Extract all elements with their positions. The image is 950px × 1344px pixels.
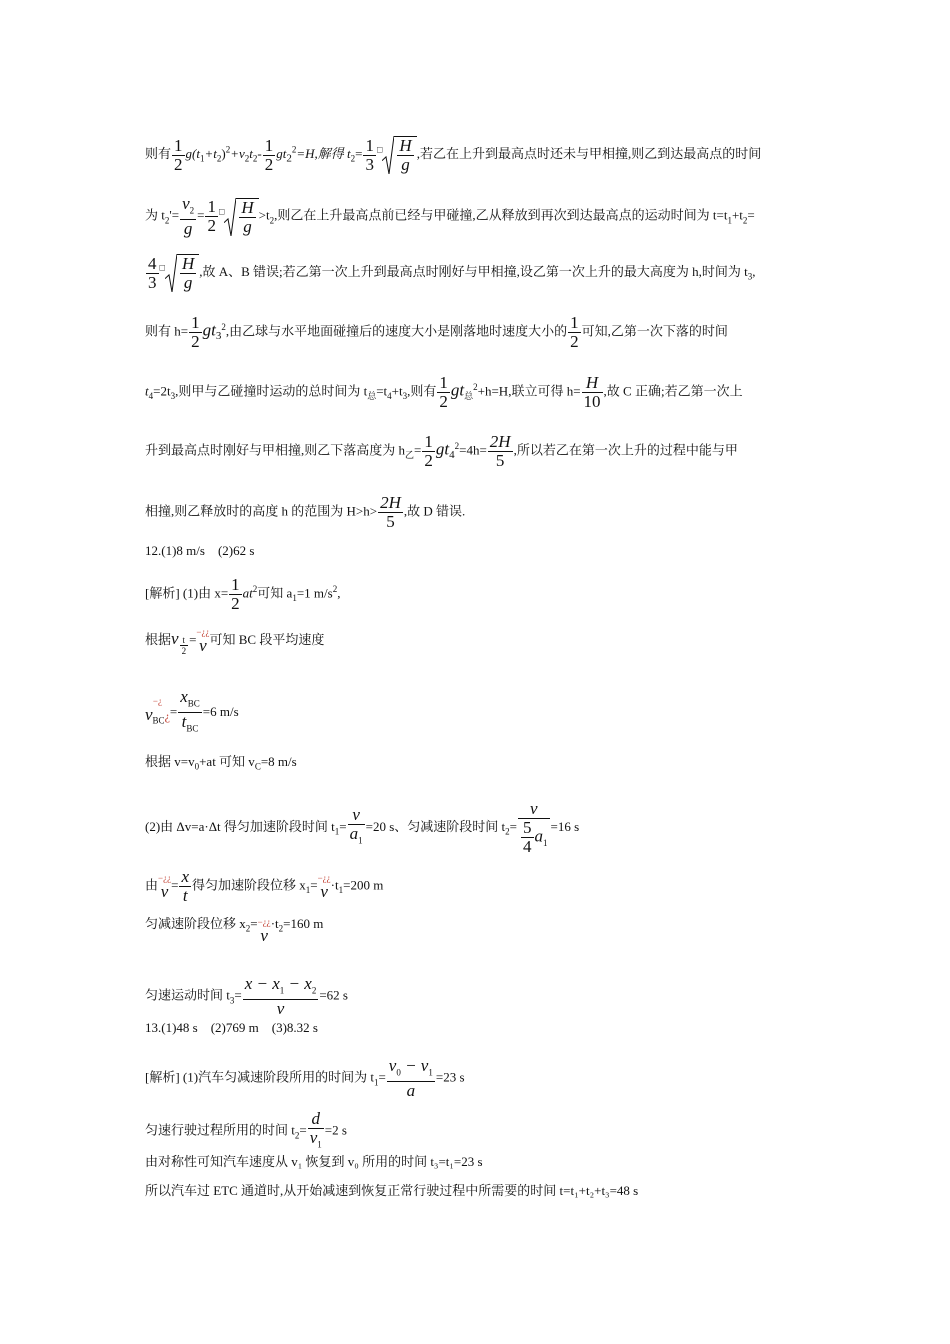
- fraction-half: $\frac{1}{2}$: [174, 135, 183, 174]
- solution-12-line-1: [解析] (1)由 x= $\frac{1}{2}$ $at^2$可知 $a_1=1$ $m/s^2$,: [145, 575, 341, 613]
- answer-12: 12.(1)8 m/s (2)62 s: [145, 543, 255, 558]
- fraction-half: $\frac{1}{2}$: [191, 313, 200, 351]
- fraction-four-thirds: $\frac{4}{3}$: [148, 253, 157, 292]
- solution-12-line-2: 根据v $\frac{t}{2}$ = −¿¿ v 可知 BC 段平均速度: [145, 627, 325, 656]
- sqrt-h-over-g: $\frac{H}{g}$: [224, 198, 258, 236]
- solution-12-line-8: 匀速运动时间 $t_3=$ $\frac{x - x_1 - x_2}{v}$ =62 s: [145, 974, 348, 1019]
- solution-12-line-4: 根据 $v=v_0+at$ 可知 $v_C=8$ m/s: [145, 754, 297, 772]
- line-5: $t_4=2t_3$,则甲与乙碰撞时运动的总时间为 $t_总=t_4+t_3$,则有 $\frac{1}{2}$ $gt_总^2+h=H$,联立可得 h= $\frac{H}{10}$ ,故 C 正确;若乙第一次上: [145, 373, 743, 411]
- fraction-half: $\frac{1}{2}$: [570, 313, 579, 351]
- fraction-2h-over-5: $\frac{2H}{5}$: [489, 432, 511, 470]
- line-7: 相撞,则乙释放时的高度 h 的范围为 H>h> $\frac{2H}{5}$ ,故 D 错误.: [145, 493, 466, 531]
- solution-12-line-5: (2)由 Δv=a·Δt 得匀加速阶段时间 $t_1=$ $\frac{v}{a_1}$ =20 s、匀减速阶段时间 $t_2=$ v $\frac{5}{4}$ $a_1$ =16 s: [145, 799, 580, 856]
- fraction-x-over-t: $\frac{x}{t}$: [181, 867, 189, 905]
- fraction-xbc-over-tbc: $\frac{x_{BC}}{t_{BC}}$: [180, 687, 200, 734]
- fraction-v2-over-g: $\frac{v_2}{g}$: [182, 194, 195, 239]
- solution-12-line-6: 由 −¿¿ v = $\frac{x}{t}$ 得匀加速阶段位移 $x_1=$ −¿¿ v $\cdot t_1=200$ m: [145, 867, 384, 905]
- sqrt-h-over-g: $\frac{H}{g}$: [165, 254, 199, 292]
- fraction-v-over-5-4-a1: v $\frac{5}{4}$ $a_1$: [518, 800, 550, 856]
- line-2: 为 $t_2'=$ $\frac{v_2}{g}$ = $\frac{1}{2}$ □ $\frac{H}{g}$ $>t_2$,则乙在上升最高点前已经与甲碰撞,乙从释放到再次到达最高点的运动时间为 $t=t_1+t_2=$: [145, 194, 755, 239]
- fraction-x-x1-x2-over-v: $\frac{x - x_1 - x_2}{v}$: [244, 974, 317, 1019]
- fraction-third: $\frac{1}{3}$: [365, 135, 374, 174]
- fraction-half: $\frac{1}{2}$: [207, 197, 216, 236]
- solution-13-line-1: [解析] (1)汽车匀减速阶段所用的时间为 $t_1=$ $\frac{v_0 - v_1}{a}$ =23 s: [145, 1056, 465, 1101]
- sqrt-h-over-g: $\frac{H}{g}$: [382, 136, 416, 174]
- fraction-half: $\frac{1}{2}$: [231, 575, 240, 613]
- fraction-v0-v1-over-a: $\frac{v_0 - v_1}{a}$: [388, 1056, 433, 1101]
- solution-13-line-4: 所以汽车过 ETC 通道时,从开始减速到恢复正常行驶过程中所需要的时间 t=t₁+t₂+t₃=48 s: [145, 1183, 639, 1198]
- line-6: 升到最高点时刚好与甲相撞,则乙下落高度为 $h_乙=$ $\frac{1}{2}$ $gt_4^2=4h=$ $\frac{2H}{5}$ ,所以若乙在第一次上升的过程中能与甲: [145, 432, 738, 470]
- solution-13-line-3: 由对称性可知汽车速度从 v₁ 恢复到 v₀ 所用的时间 t₃=t₁=23 s: [145, 1154, 483, 1169]
- line-1: 则有 $\frac{1}{2}$ $g(t_1+t_2)^2+v_2t_2-$ $\frac{1}{2}$ $gt_2^2=H$,解得 $t_2=$ $\frac{1}{3}$ □ $\frac{H}{g}$ ,若乙在上升到最高点时还未与甲相撞,则乙到达最高点的时间: [145, 135, 762, 174]
- fraction-d-over-v1: $\frac{d}{v_1}$: [309, 1109, 322, 1150]
- line-4: 则有 h= $\frac{1}{2}$ $gt_3^2$,由乙球与水平地面碰撞后的速度大小是刚落地时速度大小的 $\frac{1}{2}$ 可知,乙第一次下落的时间: [145, 313, 728, 351]
- fraction-half: $\frac{1}{2}$: [424, 432, 433, 470]
- solution-12-line-3: −¿ $v_{BC}¿$ = $\frac{x_{BC}}{t_{BC}}$ =6 m/s: [145, 688, 815, 738]
- answer-13: 13.(1)48 s (2)769 m (3)8.32 s: [145, 1020, 318, 1035]
- solution-12-line-7: 匀减速阶段位移 $x_2=$ −¿¿ v $\cdot t_2=160$ m: [145, 916, 324, 945]
- fraction-half: $\frac{1}{2}$: [264, 135, 274, 174]
- line-3: $\frac{4}{3}$ □ $\frac{H}{g}$ ,故 A、B 错误;若乙第一次上升到最高点时刚好与甲相撞,设乙第一次上升的最大高度为 h,时间为 $t_3$,: [148, 253, 756, 292]
- fraction-h-over-10: $\frac{H}{10}$: [583, 373, 601, 411]
- fraction-v-over-a1: $\frac{v}{a_1}$: [349, 805, 363, 846]
- fraction-2h-over-5: $\frac{2H}{5}$: [380, 493, 401, 531]
- fraction-half: $\frac{1}{2}$: [439, 373, 448, 411]
- solution-13-line-2: 匀速行驶过程所用的时间 $t_2=$ $\frac{d}{v_1}$ =2 s: [145, 1110, 815, 1153]
